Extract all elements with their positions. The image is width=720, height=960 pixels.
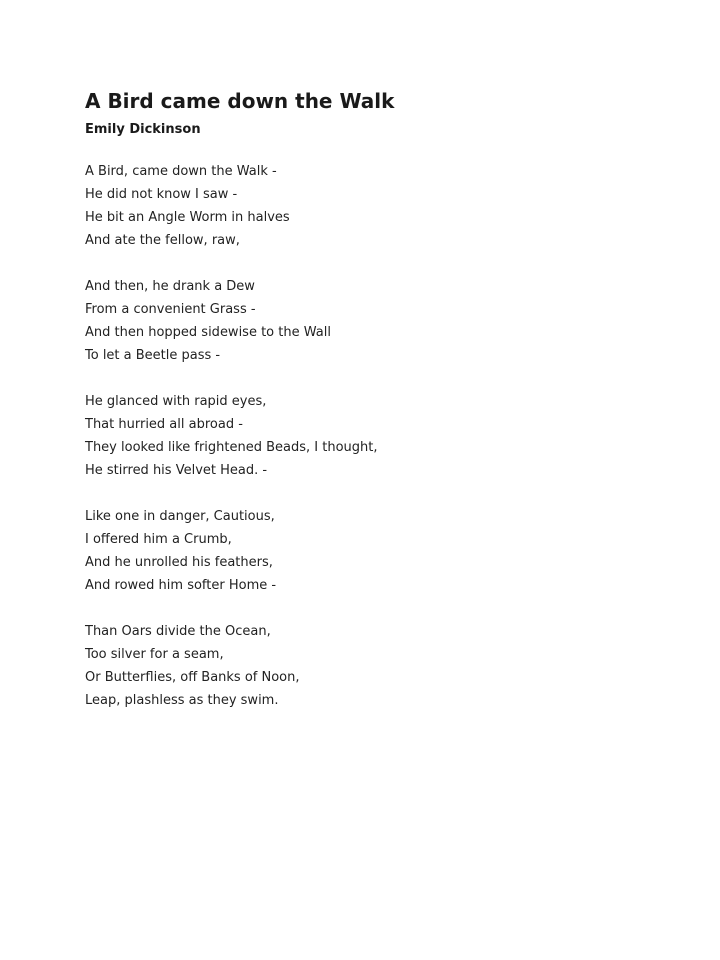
poem-line: He bit an Angle Worm in halves xyxy=(85,210,290,225)
poem-line: Than Oars divide the Ocean, xyxy=(85,624,271,639)
poem-title: A Bird came down the Walk xyxy=(85,89,395,113)
poem-line: He did not know I saw - xyxy=(85,187,238,202)
stanza-4 xyxy=(85,505,720,597)
poem-line: A Bird, came down the Walk - xyxy=(85,164,277,179)
poem-line: That hurried all abroad - xyxy=(85,417,243,432)
poem-line: They looked like frightened Beads, I thought, xyxy=(85,440,378,455)
poem-line: Like one in danger, Cautious, xyxy=(85,509,275,524)
poem-line: He glanced with rapid eyes, xyxy=(85,394,267,409)
poem-line: He stirred his Velvet Head. - xyxy=(85,463,268,478)
stanza-1 xyxy=(85,160,720,252)
poem-author: Emily Dickinson xyxy=(85,122,201,137)
stanza-2 xyxy=(85,275,720,367)
poem-line: I offered him a Crumb, xyxy=(85,532,232,547)
stanza-5 xyxy=(85,620,720,712)
poem-line: Or Butterflies, off Banks of Noon, xyxy=(85,670,300,685)
poem-line: To let a Beetle pass - xyxy=(85,348,221,363)
poem-line: From a convenient Grass - xyxy=(85,302,256,317)
poem-line: And he unrolled his feathers, xyxy=(85,555,273,570)
poem-line: Leap, plashless as they swim. xyxy=(85,693,279,708)
poem-line: And then hopped sidewise to the Wall xyxy=(85,325,331,340)
poem-line: And rowed him softer Home - xyxy=(85,578,277,593)
poem-body xyxy=(85,160,720,712)
poem-line: Too silver for a seam, xyxy=(85,647,224,662)
poem-line: And then, he drank a Dew xyxy=(85,279,255,294)
stanza-3 xyxy=(85,390,720,482)
poem-line: And ate the fellow, raw, xyxy=(85,233,240,248)
